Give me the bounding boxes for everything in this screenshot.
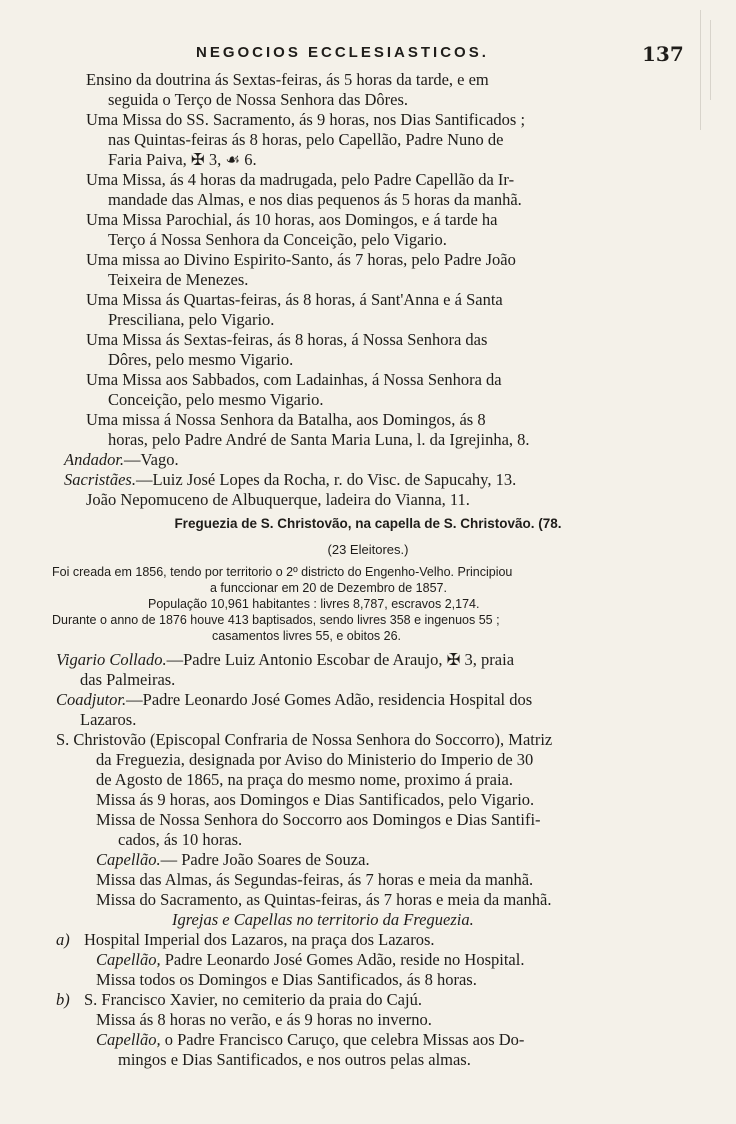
text-line: S. Christovão (Episcopal Confraria de Nossa Senhora do Soccorro), Matriz bbox=[56, 730, 553, 749]
andador-value: —Vago. bbox=[124, 450, 179, 469]
capellao-value: — Padre João Soares de Souza. bbox=[160, 850, 370, 869]
coadjutor-label: Coadjutor. bbox=[56, 690, 127, 709]
text-line: Uma missa á Nossa Senhora da Batalha, aos Domingos, ás 8 bbox=[86, 410, 486, 429]
hospital-capellao-line bbox=[96, 950, 524, 970]
text-line: Uma Missa ás Sextas-feiras, ás 8 horas, á Nossa Senhora das bbox=[86, 330, 488, 349]
text-line: Teixeira de Menezes. bbox=[108, 270, 249, 289]
text-line: Missa ás 9 horas, aos Domingos e Dias Santificados, pelo Vigario. bbox=[96, 790, 535, 809]
text-line: Missa ás 8 horas no verão, e ás 9 horas no inverno. bbox=[96, 1010, 432, 1029]
coadjutor-value: —Padre Leonardo José Gomes Adão, residencia Hospital dos bbox=[126, 690, 533, 709]
text-line: Uma Missa ás Quartas-feiras, ás 8 horas, á Sant'Anna e á Santa bbox=[86, 290, 503, 309]
text-line: S. Francisco Xavier, no cemiterio da praia do Cajú. bbox=[84, 990, 422, 1009]
text-line: Terço á Nossa Senhora da Conceição, pelo Vigario. bbox=[108, 230, 447, 249]
andador-label: Andador. bbox=[64, 450, 125, 469]
section-subheading: Igrejas e Capellas no territorio da Freguezia. bbox=[172, 910, 474, 929]
text-line: Uma missa ao Divino Espirito-Santo, ás 7 horas, pelo Padre João bbox=[86, 250, 516, 269]
text-line: Hospital Imperial dos Lazaros, na praça dos Lazaros. bbox=[84, 930, 435, 949]
parish-heading: Freguezia de S. Christovão, na capella de S. Christovão. (78. bbox=[174, 516, 562, 531]
text-line: Missa de Nossa Senhora do Soccorro aos Domingos e Dias Santifi- bbox=[96, 810, 541, 829]
text-line: Uma Missa Parochial, ás 10 horas, aos Domingos, e á tarde ha bbox=[86, 210, 498, 229]
text-line: Uma Missa, ás 4 horas da madrugada, pelo Padre Capellão da Ir- bbox=[86, 170, 515, 189]
text-line: das Palmeiras. bbox=[80, 670, 176, 689]
text-line: mandade das Almas, e nos dias pequenos ás 5 horas da manhã. bbox=[108, 190, 522, 209]
text-line: Conceição, pelo mesmo Vigario. bbox=[108, 390, 324, 409]
text-line: de Agosto de 1865, na praça do mesmo nome, proximo á praia. bbox=[96, 770, 513, 789]
item-marker-b: b) bbox=[56, 990, 70, 1009]
page-edge-mark bbox=[700, 10, 701, 130]
capellao-value: o Padre Francisco Caruço, que celebra Missas aos Do- bbox=[160, 1030, 525, 1049]
text-line: Lazaros. bbox=[80, 710, 137, 729]
running-title: NEGOCIOS ECCLESIASTICOS. bbox=[196, 44, 489, 61]
vigario-label: Vigario Collado. bbox=[56, 650, 167, 669]
text-line: da Freguezia, designada por Aviso do Ministerio do Imperio de 30 bbox=[96, 750, 534, 769]
sacristaes-label: Sacristães. bbox=[64, 470, 136, 489]
text-line: Uma Missa do SS. Sacramento, ás 9 horas, nos Dias Santificados ; bbox=[86, 110, 526, 129]
text-line: horas, pelo Padre André de Santa Maria Luna, l. da Igrejinha, 8. bbox=[108, 430, 530, 449]
parish-note: casamentos livres 55, e obitos 26. bbox=[212, 629, 401, 643]
capellao-label: Capellão. bbox=[96, 850, 161, 869]
vigario-line bbox=[56, 650, 514, 670]
capellao-value: Padre Leonardo José Gomes Adão, reside no Hospital. bbox=[160, 950, 525, 969]
item-marker-a: a) bbox=[56, 930, 70, 949]
capellao-line bbox=[96, 850, 370, 870]
text-line: Missa do Sacramento, as Quintas-feiras, ás 7 horas e meia da manhã. bbox=[96, 890, 552, 909]
text-line: Missa todos os Domingos e Dias Santificados, ás 8 horas. bbox=[96, 970, 477, 989]
sacristaes-value: —Luiz José Lopes da Rocha, r. do Visc. de Sapucahy, 13. bbox=[135, 470, 517, 489]
andador-line bbox=[64, 450, 179, 470]
text-line: Uma Missa aos Sabbados, com Ladainhas, á Nossa Senhora da bbox=[86, 370, 502, 389]
parish-population: População 10,961 habitantes : livres 8,787, escravos 2,174. bbox=[148, 597, 480, 611]
text-line: Faria Paiva, ✠ 3, ☙ 6. bbox=[108, 150, 257, 169]
text-line: João Nepomuceno de Albuquerque, ladeira do Vianna, 11. bbox=[86, 490, 470, 509]
text-line: Dôres, pelo mesmo Vigario. bbox=[108, 350, 294, 369]
page-number: 137 bbox=[642, 42, 684, 66]
text-line: Missa das Almas, ás Segundas-feiras, ás 7 horas e meia da manhã. bbox=[96, 870, 534, 889]
sacristaes-line bbox=[64, 470, 516, 490]
text-line: seguida o Terço de Nossa Senhora das Dôres. bbox=[108, 90, 409, 109]
coadjutor-line bbox=[56, 690, 532, 710]
capellao-label: Capellão, bbox=[96, 950, 161, 969]
parish-note: a funccionar em 20 de Dezembro de 1857. bbox=[210, 581, 447, 595]
vigario-value: —Padre Luiz Antonio Escobar de Araujo, ✠ 3, praia bbox=[166, 650, 515, 669]
capellao-label: Capellão, bbox=[96, 1030, 161, 1049]
text-line: mingos e Dias Santificados, e nos outros pelas almas. bbox=[118, 1050, 471, 1069]
text-line: nas Quintas-feiras ás 8 horas, pelo Capellão, Padre Nuno de bbox=[108, 130, 504, 149]
parish-note: Foi creada em 1856, tendo por territorio o 2º districto do Engenho-Velho. Principiou bbox=[52, 565, 513, 579]
cemetery-capellao-line bbox=[96, 1030, 524, 1050]
electors-count: (23 Eleitores.) bbox=[327, 542, 409, 557]
page-header bbox=[0, 44, 736, 70]
parish-note: Durante o anno de 1876 houve 413 baptisados, sendo livres 358 e ingenuos 55 ; bbox=[52, 613, 500, 627]
text-line: Ensino da doutrina ás Sextas-feiras, ás 5 horas da tarde, e em bbox=[86, 70, 489, 89]
text-line: cados, ás 10 horas. bbox=[118, 830, 243, 849]
page-edge-mark bbox=[710, 20, 711, 100]
text-line: Presciliana, pelo Vigario. bbox=[108, 310, 275, 329]
